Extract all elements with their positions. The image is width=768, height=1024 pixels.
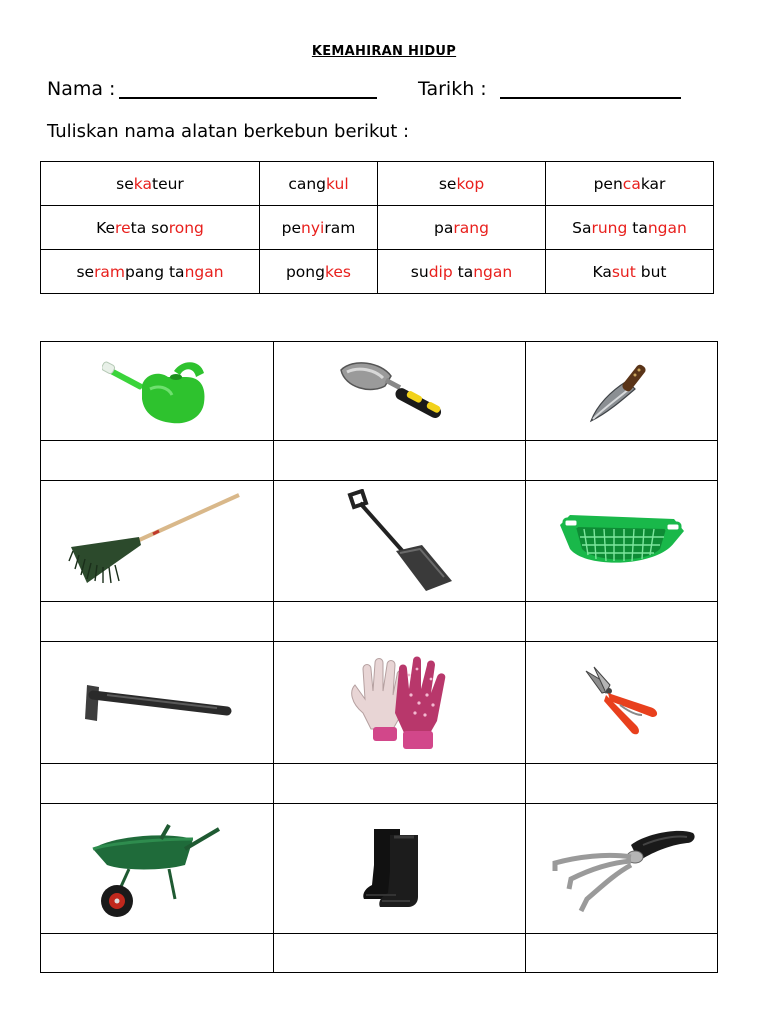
answer-blank[interactable] [41, 764, 274, 804]
answer-blank[interactable] [274, 602, 526, 642]
word-syllable: su [410, 262, 429, 281]
word-syllable: se [116, 174, 134, 193]
word-bank-word [260, 206, 378, 250]
word-bank-word [546, 250, 714, 294]
hand-cultivator-icon [526, 823, 717, 915]
picture-cell [274, 804, 526, 934]
picture-cell [526, 481, 718, 602]
answer-blank[interactable] [274, 764, 526, 804]
word-syllable: kul [326, 174, 349, 193]
picture-cell [526, 342, 718, 441]
word-syllable: nyi [301, 218, 325, 237]
word-bank-word [41, 206, 260, 250]
hoe-icon [41, 673, 273, 733]
word-syllable: pong [285, 262, 325, 281]
word-syllable: kar [640, 174, 666, 193]
answer-blank[interactable] [41, 602, 274, 642]
word-syllable: ngan [184, 262, 224, 281]
word-bank-word [41, 162, 260, 206]
answer-blank[interactable] [526, 602, 718, 642]
picture-answer-grid [40, 341, 718, 973]
word-syllable: dip [428, 262, 453, 281]
word-syllable: kop [456, 174, 485, 193]
picture-cell [41, 804, 274, 934]
word-syllable: ta [452, 262, 474, 281]
word-bank-row [41, 162, 714, 206]
word-bank-word [378, 206, 546, 250]
answer-blank[interactable] [526, 934, 718, 973]
watering-can-icon [41, 355, 273, 427]
date-label: Tarikh : [418, 78, 487, 100]
word-syllable: Ke [96, 218, 116, 237]
word-syllable: rung [591, 218, 628, 237]
word-syllable: rang [453, 218, 489, 237]
picture-cell [41, 642, 274, 764]
plastic-basket-icon [526, 509, 717, 573]
word-syllable: pen [593, 174, 623, 193]
name-label: Nama : [47, 78, 116, 100]
answer-blank[interactable] [526, 764, 718, 804]
word-bank-word [41, 250, 260, 294]
answer-blank[interactable] [526, 441, 718, 481]
picture-cell [274, 642, 526, 764]
picture-cell [41, 481, 274, 602]
worksheet-title: KEMAHIRAN HIDUP [311, 44, 457, 59]
rubber-boots-icon [274, 825, 525, 913]
picture-cell [41, 342, 274, 441]
word-syllable: pa [434, 218, 454, 237]
picture-cell [526, 642, 718, 764]
word-bank-word [378, 162, 546, 206]
word-syllable: se [76, 262, 95, 281]
word-syllable: ngan [473, 262, 513, 281]
word-syllable: Sa [572, 218, 592, 237]
answer-blank[interactable] [274, 934, 526, 973]
picture-cell [526, 804, 718, 934]
hand-trowel-icon [274, 358, 525, 424]
word-syllable: re [115, 218, 131, 237]
word-syllable: cang [288, 174, 327, 193]
name-field-line [119, 97, 377, 99]
answer-blank[interactable] [41, 441, 274, 481]
instruction-text: Tuliskan nama alatan berkebun berikut : [47, 121, 410, 142]
spade-icon [274, 489, 525, 593]
garden-gloves-icon [274, 655, 525, 751]
word-syllable: sut [611, 262, 636, 281]
word-syllable: ngan [647, 218, 687, 237]
word-syllable: kes [324, 262, 352, 281]
word-bank-word [378, 250, 546, 294]
word-syllable: teur [152, 174, 184, 193]
word-bank-word [260, 250, 378, 294]
word-syllable: ka [133, 174, 152, 193]
word-bank-row [41, 250, 714, 294]
word-syllable: se [438, 174, 457, 193]
answer-blank[interactable] [41, 934, 274, 973]
word-syllable: ta [627, 218, 648, 237]
word-bank-word [260, 162, 378, 206]
word-syllable: ram [324, 218, 356, 237]
rake-icon [41, 491, 273, 591]
word-syllable: ca [622, 174, 641, 193]
word-syllable: pang ta [125, 262, 185, 281]
picture-cell [274, 481, 526, 602]
word-bank-word [546, 162, 714, 206]
word-syllable: but [635, 262, 667, 281]
date-field-line [500, 97, 681, 99]
word-syllable: ta so [130, 218, 169, 237]
word-bank-row [41, 206, 714, 250]
picture-cell [274, 342, 526, 441]
word-syllable: rong [168, 218, 204, 237]
word-syllable: Ka [592, 262, 612, 281]
answer-blank[interactable] [274, 441, 526, 481]
word-bank-table [40, 161, 714, 294]
word-bank-word [546, 206, 714, 250]
machete-icon [526, 355, 717, 427]
word-syllable: ram [94, 262, 126, 281]
word-syllable: pe [281, 218, 302, 237]
secateurs-icon [526, 665, 717, 741]
wheelbarrow-icon [41, 819, 273, 919]
